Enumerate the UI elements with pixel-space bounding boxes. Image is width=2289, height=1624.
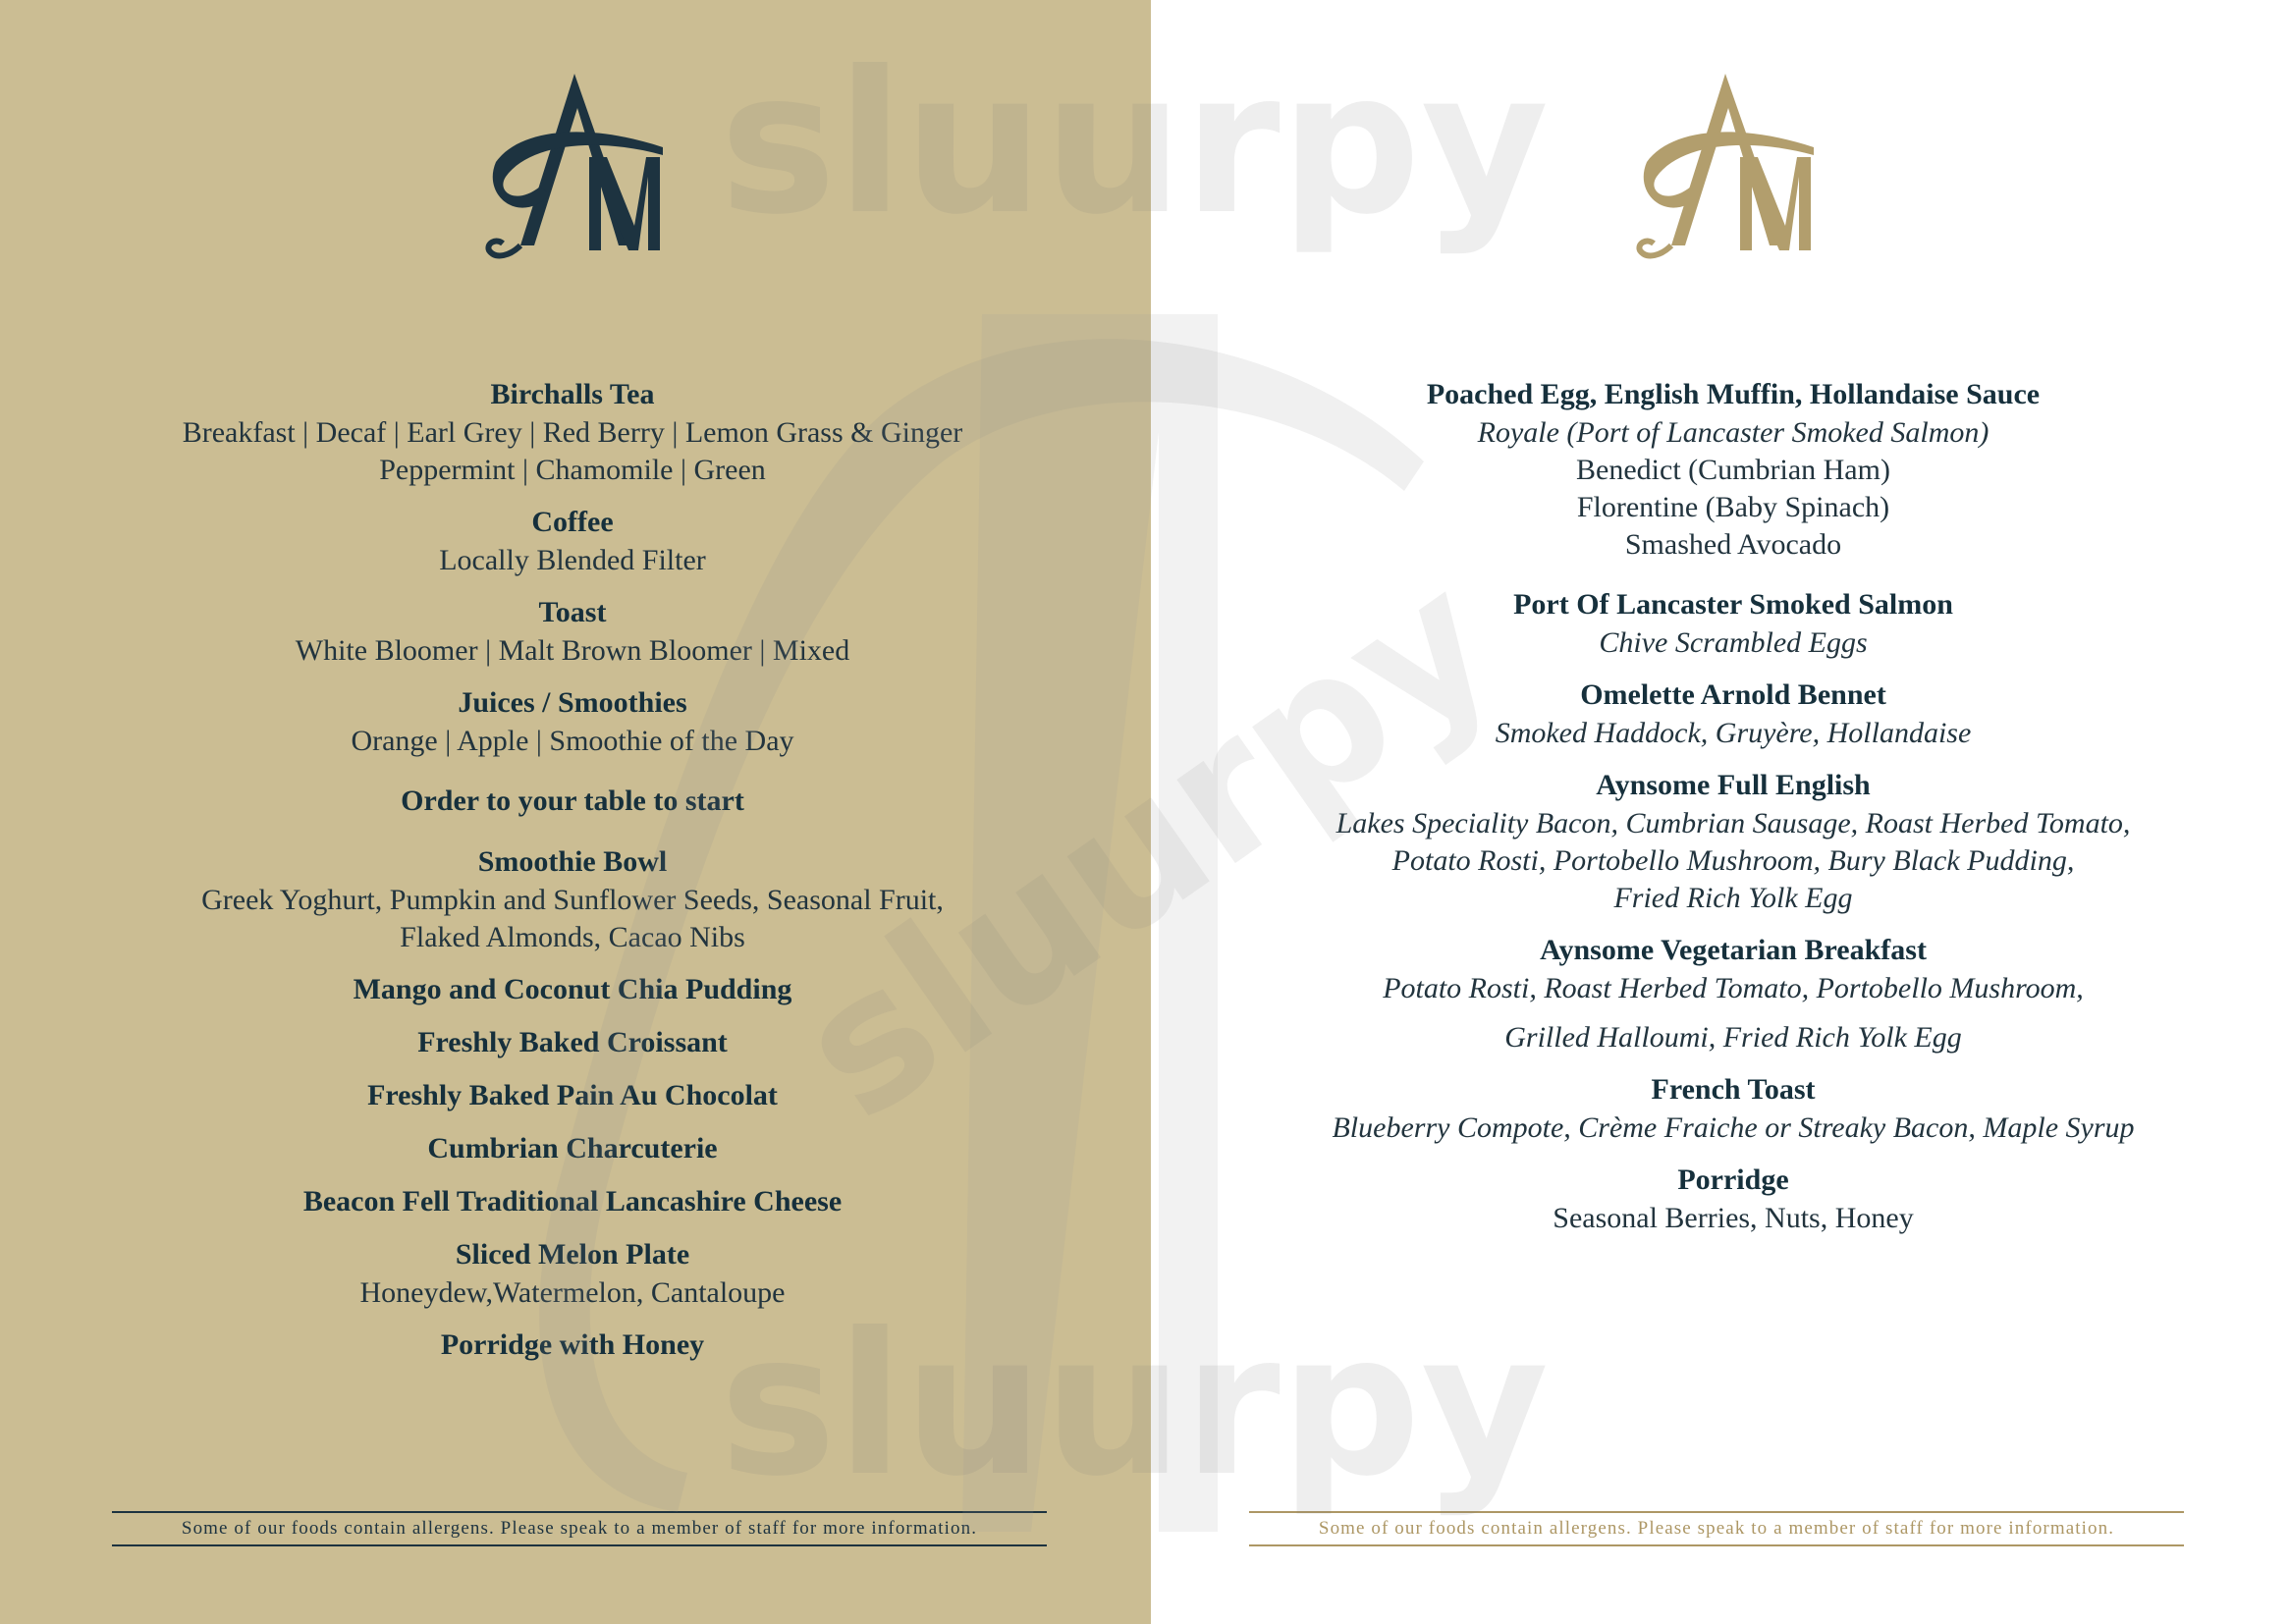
menu-item <box>1262 375 2205 564</box>
am-monogram-logo-navy <box>481 69 678 265</box>
item-desc: Lakes Speciality Bacon, Cumbrian Sausage, Roast Herbed Tomato, <box>1335 807 2131 839</box>
menu-item <box>101 970 1044 1009</box>
item-title: Cumbrian Charcuterie <box>427 1132 718 1164</box>
menu-item <box>101 1023 1044 1062</box>
am-monogram-logo-gold <box>1632 69 1828 265</box>
item-desc: Seasonal Berries, Nuts, Honey <box>1553 1202 1914 1234</box>
item-title: Poached Egg, English Muffin, Hollandaise Sauce <box>1426 378 2041 410</box>
menu-item <box>1262 1161 2205 1237</box>
menu-item <box>101 593 1044 670</box>
menu-item <box>101 503 1044 579</box>
item-title: Porridge <box>1677 1164 1789 1196</box>
menu-item <box>101 1129 1044 1168</box>
menu-item <box>101 1076 1044 1115</box>
item-desc: Flaked Almonds, Cacao Nibs <box>400 921 745 953</box>
item-title: Aynsome Full English <box>1596 769 1871 801</box>
item-title: Sliced Melon Plate <box>455 1238 690 1271</box>
item-desc: Breakfast | Decaf | Earl Grey | Red Berry | Lemon Grass & Ginger <box>182 416 963 449</box>
menu-item <box>1262 766 2205 917</box>
item-desc: Grilled Halloumi, Fried Rich Yolk Egg <box>1504 1021 1962 1054</box>
item-desc: Potato Rosti, Roast Herbed Tomato, Portobello Mushroom, <box>1383 972 2084 1004</box>
item-title: Beacon Fell Traditional Lancashire Cheese <box>302 1185 843 1218</box>
left-menu-list <box>101 375 1044 1379</box>
menu-item <box>101 1182 1044 1221</box>
item-desc: Fried Rich Yolk Egg <box>1613 882 1853 914</box>
item-title: Order to your table to start <box>401 785 744 817</box>
menu-item <box>101 683 1044 760</box>
menu-item <box>1262 676 2205 752</box>
item-desc: Peppermint | Chamomile | Green <box>379 454 766 486</box>
item-title: Juices / Smoothies <box>458 686 687 719</box>
item-desc: Blueberry Compote, Crème Fraiche or Streaky Bacon, Maple Syrup <box>1332 1111 2135 1144</box>
item-desc: Locally Blended Filter <box>439 544 706 576</box>
right-menu-page <box>1151 0 2289 1624</box>
menu-section-heading <box>101 782 1044 821</box>
item-desc: Florentine (Baby Spinach) <box>1576 491 1890 523</box>
allergen-notice: Some of our foods contain allergens. Please speak to a member of staff for more information. <box>1249 1511 2184 1546</box>
allergen-notice: Some of our foods contain allergens. Please speak to a member of staff for more information. <box>112 1511 1047 1546</box>
item-desc: Honeydew,Watermelon, Cantaloupe <box>359 1276 786 1309</box>
item-desc: Benedict (Cumbrian Ham) <box>1576 454 1890 486</box>
menu-item <box>101 375 1044 489</box>
item-desc: White Bloomer | Malt Brown Bloomer | Mixed <box>295 634 850 667</box>
item-desc: Potato Rosti, Portobello Mushroom, Bury Black Pudding, <box>1391 844 2075 877</box>
item-title: Freshly Baked Croissant <box>417 1026 728 1058</box>
right-menu-list <box>1262 375 2205 1251</box>
item-title: French Toast <box>1651 1073 1816 1106</box>
menu-item <box>101 1326 1044 1365</box>
item-title: Porridge with Honey <box>440 1328 705 1361</box>
item-title: Omelette Arnold Bennet <box>1580 678 1886 711</box>
item-desc: Smoked Haddock, Gruyère, Hollandaise <box>1495 717 1972 749</box>
menu-item <box>1262 931 2205 1056</box>
menu-item <box>101 842 1044 956</box>
item-title: Mango and Coconut Chia Pudding <box>353 973 792 1005</box>
item-desc: Orange | Apple | Smoothie of the Day <box>351 725 794 757</box>
menu-item <box>101 1235 1044 1312</box>
item-title: Port Of Lancaster Smoked Salmon <box>1513 588 1953 621</box>
item-title: Coffee <box>531 506 614 538</box>
item-desc: Greek Yoghurt, Pumpkin and Sunflower Seeds, Seasonal Fruit, <box>201 884 944 916</box>
item-title: Smoothie Bowl <box>477 845 668 878</box>
menu-item <box>1262 1070 2205 1147</box>
item-title: Toast <box>538 596 607 628</box>
item-desc: Royale (Port of Lancaster Smoked Salmon) <box>1477 416 1989 449</box>
item-title: Aynsome Vegetarian Breakfast <box>1540 934 1927 966</box>
item-title: Birchalls Tea <box>490 378 655 410</box>
menu-item <box>1262 585 2205 662</box>
item-desc: Smashed Avocado <box>1624 528 1842 561</box>
item-title: Freshly Baked Pain Au Chocolat <box>367 1079 778 1111</box>
item-desc: Chive Scrambled Eggs <box>1599 626 1868 659</box>
